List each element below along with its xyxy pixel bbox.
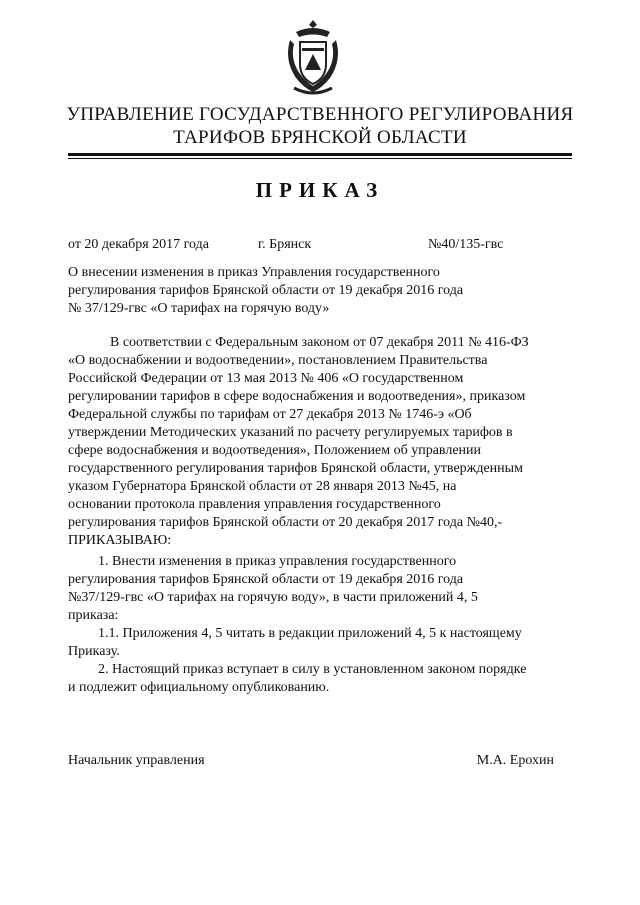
order-items (68, 553, 572, 697)
order-subject (68, 264, 528, 318)
orders-keyword: ПРИКАЗЫВАЮ: (68, 533, 172, 548)
order-city: г. Брянск (258, 237, 312, 252)
item-1-1-line: 1.1. Приложения 4, 5 читать в редакции приложений 4, 5 к настоящему (98, 626, 522, 641)
signatory-position: Начальник управления (68, 753, 205, 768)
preamble-paragraph (68, 334, 572, 550)
item-1-line: 1. Внести изменения в приказ управления государственного (98, 554, 457, 569)
subject-line: О внесении изменения в приказ Управления государственного (68, 265, 440, 280)
order-number: №40/135-гвс (428, 237, 504, 252)
preamble-line: «О водоснабжении и водоотведении», постановлением Правительства (68, 353, 488, 368)
item-1-line: регулирования тарифов Брянской области от 19 декабря 2016 года (68, 572, 464, 587)
item-1-line: приказа: (68, 608, 119, 623)
preamble-line: указом Губернатора Брянской области от 28 января 2013 №45, на (68, 479, 457, 494)
preamble-line: государственного регулирования тарифов Брянской области, утвержденным (68, 461, 523, 476)
header-divider-thick (68, 153, 572, 156)
order-date: от 20 декабря 2017 года (68, 237, 209, 252)
preamble-line: утверждении Методических указаний по расчету регулируемых тарифов в (68, 425, 513, 440)
subject-line: регулирования тарифов Брянской области от 19 декабря 2016 года (68, 283, 464, 298)
item-2-line: и подлежит официальному опубликованию. (68, 680, 330, 695)
item-1-line: №37/129-гвс «О тарифах на горячую воду», в части приложений 4, 5 (68, 590, 478, 605)
item-2-line: 2. Настоящий приказ вступает в силу в установленном законом порядке (98, 662, 527, 677)
preamble-line: сфере водоснабжения и водоотведения», Положением об управлении (68, 443, 482, 458)
item-1-1-line: Приказу. (68, 644, 120, 659)
organization-name-line1: УПРАВЛЕНИЕ ГОСУДАРСТВЕННОГО РЕГУЛИРОВАНИЯ (66, 104, 574, 125)
preamble-line: В соответствии с Федеральным законом от 07 декабря 2011 № 416-ФЗ (110, 335, 529, 350)
subject-line: № 37/129-гвс «О тарифах на горячую воду» (68, 301, 330, 316)
document-title: ПРИКАЗ (255, 178, 385, 202)
preamble-line: Российской Федерации от 13 мая 2013 № 406 «О государственном (68, 371, 464, 386)
signatory-name: М.А. Ерохин (476, 753, 554, 768)
preamble-line: Федеральной службы по тарифам от 27 декабря 2013 № 1746-э «Об (68, 407, 472, 422)
preamble-line: основании протокола правления управления государственного (68, 497, 441, 512)
coat-of-arms-icon (284, 18, 342, 98)
organization-name-line2: ТАРИФОВ БРЯНСКОЙ ОБЛАСТИ (173, 127, 467, 148)
preamble-line: регулирования тарифов Брянской области от 20 декабря 2017 года №40,- (68, 515, 503, 530)
header-divider-thin (68, 158, 572, 159)
preamble-line: регулировании тарифов в сфере водоснабжения и водоотведения», приказом (68, 389, 526, 404)
